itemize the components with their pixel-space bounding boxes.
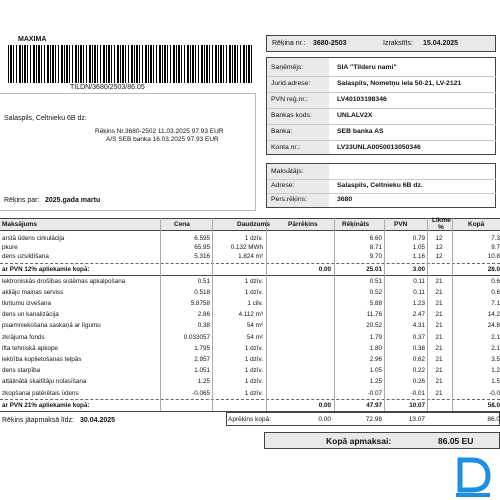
table-row-vat: 0.22	[412, 367, 425, 375]
table-row-vat: 4.31	[412, 322, 425, 330]
table-row-rate: 21	[435, 288, 443, 296]
header-recalc: Pārrēķins	[288, 221, 318, 228]
header-invoiced: Rēķināts	[342, 221, 370, 228]
subtotal-row-invoiced: 25.01	[366, 265, 382, 273]
store-name: MAXIMA	[18, 36, 47, 43]
prev-bank-line: A/S SEB banka 16.03.2025 97.93 EUR	[106, 136, 219, 143]
table-row-qty: 1 dzīv.	[244, 389, 263, 397]
footer-vat: 13.07	[408, 416, 425, 423]
table-row-price: 5.8758	[190, 300, 210, 307]
table-row-vat: 0.26	[412, 378, 425, 386]
table-row-name: tkritumu izvešana	[2, 300, 51, 307]
subtotal-row-vat: 10.07	[409, 401, 425, 409]
pay-value: 86.05 EU	[438, 436, 474, 446]
receiver-value: LV33UNLA0050013050346	[337, 144, 421, 151]
table-row-total: 1.2	[491, 367, 500, 375]
table-row-invoiced: 6.60	[369, 235, 382, 242]
table-row-total: 0.6	[491, 277, 500, 285]
table-row-name: dens starpība	[2, 367, 41, 375]
table-row-rate: 21	[435, 277, 443, 285]
table-row-total: 1.5	[491, 378, 500, 386]
table-row-name: zkopšanai patērētais ūdens	[2, 389, 79, 397]
invoice-nr-value: 3680-2503	[313, 40, 347, 47]
due-value: 30.04.2025	[80, 417, 116, 424]
table-row-total: 2.1	[491, 344, 500, 352]
subtotal-row-invoiced: 47.97	[366, 401, 382, 409]
table-row-invoiced: 20.52	[366, 322, 382, 330]
invoice-date-value: 15.04.2025	[423, 40, 459, 47]
receiver-label: PVN reģ.nr.:	[271, 96, 309, 103]
table-row-rate: 21	[435, 322, 443, 330]
receiver-value: SEB banka AS	[337, 128, 384, 135]
table-row-rate: 21	[435, 367, 443, 375]
table-row-price: 0.38	[197, 322, 210, 330]
column-divider	[212, 218, 213, 411]
payer-label: Pers.rēķins:	[271, 196, 307, 203]
header-rate-sub: %	[438, 224, 444, 231]
period-label: Rēķins par:	[4, 197, 40, 204]
payer-label: Adrese:	[271, 182, 295, 189]
table-row-vat: 0.62	[412, 356, 425, 363]
footer-total: 86.0	[487, 416, 500, 423]
table-row-invoiced: 8.71	[369, 244, 382, 252]
table-row-qty: 54 m²	[246, 322, 263, 330]
table-row-total: 10.8	[487, 253, 500, 261]
table-row-price: 0.033057	[183, 333, 210, 341]
header-total: Kopā	[468, 221, 485, 228]
payer-value: 3680	[337, 196, 353, 203]
table-row-price: 0.51	[197, 277, 210, 285]
header-qty: Daudzums	[237, 221, 270, 228]
subtotal-row-vat: 3.00	[412, 265, 425, 273]
header-vat: PVN	[394, 221, 408, 228]
table-row-vat: 0.11	[413, 277, 425, 285]
table-row-total: 3.5	[491, 356, 500, 363]
table-row-qty: 54 m²	[246, 333, 263, 341]
group-divider	[0, 275, 500, 276]
table-row-qty: 1 dzīv.	[244, 235, 263, 242]
payer-row-divider	[267, 179, 496, 180]
table-row-qty: 1 dzīv.	[244, 378, 263, 386]
table-row-total: 14.2	[487, 311, 500, 319]
table-row-rate: 12	[435, 253, 443, 261]
column-divider	[427, 218, 428, 411]
table-row-rate: 12	[435, 235, 443, 242]
table-row-qty: 0.132 MWh	[230, 244, 263, 252]
table-row-vat: 1.05	[412, 244, 425, 252]
table-row-vat: 1.16	[412, 253, 425, 261]
d-logo-icon	[452, 456, 494, 498]
table-row-invoiced: 2.96	[369, 356, 382, 363]
column-divider	[160, 218, 161, 411]
table-row-rate: 21	[435, 300, 443, 307]
table-row-price: 2.86	[197, 311, 210, 319]
table-row-vat: 0.79	[412, 235, 425, 242]
receiver-row-divider	[267, 108, 496, 109]
table-row-rate: 21	[435, 378, 443, 386]
table-row-name: ifta tehniskā apkope	[2, 344, 59, 352]
receiver-label: Jurid.adrese:	[271, 80, 311, 87]
table-row-total: 24.8	[487, 322, 500, 330]
table-row-qty: 1 dzīv.	[244, 288, 263, 296]
column-divider	[266, 218, 267, 411]
table-row-total: -0.0	[489, 389, 500, 397]
footer-invoiced: 72.98	[365, 416, 382, 423]
payer-row-divider	[267, 193, 496, 194]
table-row-qty: 1 cilv.	[247, 300, 263, 307]
table-row-price: 5.316	[194, 253, 210, 261]
subtotal-divider	[0, 263, 500, 264]
table-row-rate: 12	[435, 244, 443, 252]
table-row-rate: 21	[435, 389, 443, 397]
table-row-invoiced: 1.25	[369, 378, 382, 386]
table-row-total: 9.7	[491, 244, 500, 252]
table-row-vat: 0.11	[413, 288, 425, 296]
table-row-price: 65.95	[194, 244, 210, 252]
table-row-rate: 21	[435, 344, 443, 352]
subtotal-row-total: 58.0	[487, 401, 500, 409]
due-label: Rēķins jāapmaksā līdz:	[2, 417, 74, 424]
table-row-invoiced: 0.52	[369, 288, 382, 296]
table-row-total: 7.1	[491, 300, 500, 307]
receiver-value: Salaspils, Nometņu iela 50-21, LV-2121	[337, 80, 462, 87]
footer-total-label: Aprēķins kopā:	[228, 416, 271, 423]
table-row-name: dens uzsildīšana	[2, 253, 49, 261]
sender-address: Salaspils, Celtnieku 6B dz.	[4, 115, 87, 122]
table-row-total: 0.6	[491, 288, 500, 296]
table-row-name: zkrājuma fonds	[2, 333, 45, 341]
subtotal-row-recalc: 0.00	[318, 401, 331, 409]
invoice-nr-label: Rēķina nr.:	[272, 40, 306, 47]
receiver-label: Konta nr.:	[271, 144, 301, 151]
receiver-label: Banka:	[271, 128, 293, 135]
receiver-row-divider	[267, 76, 496, 77]
table-row-price: -0.065	[192, 389, 210, 397]
header-price: Cena	[174, 221, 190, 228]
receiver-value: LV40103198346	[337, 96, 387, 103]
table-row-invoiced: 1.79	[369, 333, 382, 341]
header-name: Maksājums	[2, 221, 38, 228]
table-row-name: lektrība koplietošanas telpās	[2, 356, 82, 363]
table-row-name: akliāju maiņas serviss	[2, 288, 64, 296]
table-row-qty: 1 dzīv.	[244, 356, 263, 363]
receiver-value: UNLALV2X	[337, 112, 373, 119]
header-rate: Likme	[432, 217, 451, 224]
table-row-rate: 21	[435, 311, 443, 319]
table-row-name: dens un kanalizācija	[2, 311, 59, 319]
table-row-invoiced: -0.07	[367, 389, 382, 397]
table-row-qty: 1.824 m³	[238, 253, 263, 261]
sender-box	[0, 93, 256, 211]
column-divider	[452, 218, 453, 411]
table-row-rate: 21	[435, 356, 443, 363]
subtotal-row-name: ar PVN 12% apliekamie kopā:	[2, 265, 90, 273]
table-row-invoiced: 9.70	[369, 253, 382, 261]
footer-recalc: 0.00	[318, 416, 331, 423]
table-row-price: 1.051	[194, 367, 210, 375]
table-row-vat: -0.01	[410, 389, 425, 397]
payer-value: Salaspils, Celtnieku 6B dz.	[337, 182, 423, 189]
receiver-label: Bankas kods:	[271, 112, 312, 119]
table-row-vat: 1.23	[412, 300, 425, 307]
prev-invoice-line: Rēķins Nr.3680-2502 11.03.2025 97.93 EUR	[95, 128, 224, 135]
table-row-price: 1.795	[194, 344, 210, 352]
table-row-price: 1.25	[197, 378, 210, 386]
table-row-total: 7.3	[491, 235, 500, 242]
barcode-text: TILDN/3680/2503/86.05	[70, 84, 145, 91]
table-row-name: arstā ūdens cirkulācija	[2, 235, 65, 242]
pay-label: Kopā apmaksai:	[326, 436, 392, 446]
table-row-invoiced: 11.76	[366, 311, 382, 319]
table-row-price: 0.518	[194, 288, 210, 296]
subtotal-divider	[0, 399, 500, 400]
table-row-vat: 0.37	[412, 333, 425, 341]
column-divider	[334, 218, 335, 411]
table-row-invoiced: 1.05	[369, 367, 382, 375]
barcode-icon	[8, 45, 252, 83]
subtotal-row-recalc: 0.00	[318, 265, 331, 273]
table-row-name: psaimniekošana saskaņā ar līgumu	[2, 322, 101, 330]
subtotal-row-total: 28.0	[487, 265, 500, 273]
table-row-qty: 1 dzīv.	[244, 277, 263, 285]
column-divider	[384, 218, 385, 411]
table-row-qty: 1 dzīv.	[244, 367, 263, 375]
table-row-vat: 0.38	[412, 344, 425, 352]
table-row-rate: 21	[435, 333, 443, 341]
period-value: 2025.gada martu	[45, 197, 101, 204]
payer-label: Maksātājs:	[271, 168, 304, 175]
receiver-label: Saņēmējs:	[271, 64, 304, 71]
receiver-value: SIA "Tilderu nami"	[337, 64, 397, 71]
table-row-vat: 2.47	[412, 311, 425, 319]
table-row-invoiced: 5.88	[369, 300, 382, 307]
table-row-total: 2.1	[491, 333, 500, 341]
table-row-name: lektroniskās drošības sistēmas apkalpošana	[2, 277, 126, 285]
table-row-name: pkure	[2, 244, 18, 252]
table-row-invoiced: 0.51	[369, 277, 382, 285]
receiver-row-divider	[267, 140, 496, 141]
receiver-row-divider	[267, 124, 496, 125]
table-row-price: 2.957	[194, 356, 210, 363]
table-row-price: 6.595	[194, 235, 210, 242]
table-row-qty: 1 dzīv.	[244, 344, 263, 352]
table-row-name: attālinātā skaitītāju nolasīšana	[2, 378, 87, 386]
receiver-row-divider	[267, 92, 496, 93]
subtotal-row-name: ar PVN 21% apliekamie kopā:	[2, 401, 90, 409]
table-row-invoiced: 1.80	[369, 344, 382, 352]
invoice-date-label: Izrakstīts:	[383, 40, 413, 47]
table-row-qty: 4.112 m³	[238, 311, 263, 319]
